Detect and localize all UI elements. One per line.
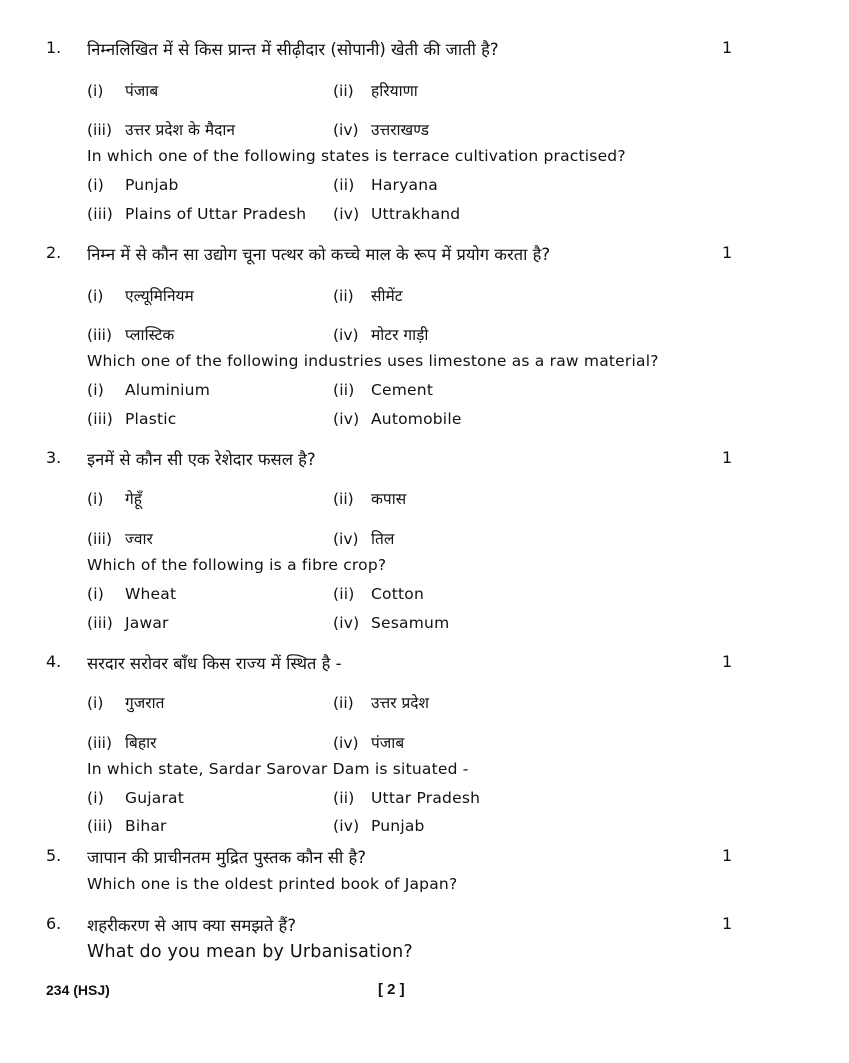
option-english: (ii) Cement — [333, 381, 434, 399]
question-text-english: Which of the following is a fibre crop? — [87, 556, 387, 574]
option-hindi: (i) एल्यूमिनियम — [87, 287, 194, 305]
question-marks: 1 — [722, 38, 733, 57]
option-english: (i) Punjab — [87, 176, 179, 194]
option-hindi: (iii) बिहार — [87, 734, 157, 752]
question-text-hindi: जापान की प्राचीनतम मुद्रित पुस्तक कौन सी है? — [87, 848, 367, 867]
option-hindi: (i) पंजाब — [87, 82, 159, 100]
question-number: 5. — [46, 846, 62, 865]
question-number: 4. — [46, 652, 62, 671]
option-hindi: (iii) उत्तर प्रदेश के मैदान — [87, 121, 235, 139]
option-hindi: (ii) कपास — [333, 490, 407, 508]
question-text-hindi: सरदार सरोवर बाँध किस राज्य में स्थित है - — [87, 654, 342, 673]
option-hindi: (iv) पंजाब — [333, 734, 405, 752]
option-english: (ii) Uttar Pradesh — [333, 789, 481, 807]
question-text-english: What do you mean by Urbanisation? — [87, 942, 413, 962]
option-english: (iii) Plastic — [87, 410, 177, 428]
question-marks: 1 — [722, 846, 733, 865]
option-hindi: (i) गुजरात — [87, 694, 165, 712]
question-text-hindi: निम्नलिखित में से किस प्रान्त में सीढ़ीदार (सोपानी) खेती की जाती है? — [87, 40, 499, 59]
question-marks: 1 — [722, 914, 733, 933]
question-text-hindi: निम्न में से कौन सा उद्योग चूना पत्थर को कच्चे माल के रूप में प्रयोग करता है? — [87, 245, 551, 264]
question-text-hindi: शहरीकरण से आप क्या समझते हैं? — [87, 916, 297, 935]
page-number: [ 2 ] — [378, 981, 405, 998]
option-hindi: (ii) सीमेंट — [333, 287, 403, 305]
question-marks: 1 — [722, 652, 733, 671]
option-hindi: (i) गेहूँ — [87, 490, 142, 508]
option-english: (iii) Jawar — [87, 614, 169, 632]
option-hindi: (ii) उत्तर प्रदेश — [333, 694, 430, 712]
option-english: (iv) Sesamum — [333, 614, 450, 632]
option-english: (i) Gujarat — [87, 789, 184, 807]
question-number: 1. — [46, 38, 62, 57]
question-marks: 1 — [722, 448, 733, 467]
question-number: 6. — [46, 914, 62, 933]
option-hindi: (iii) प्लास्टिक — [87, 326, 175, 344]
option-english: (ii) Cotton — [333, 585, 424, 603]
question-text-hindi: इनमें से कौन सी एक रेशेदार फसल है? — [87, 450, 316, 469]
option-hindi: (iv) उत्तराखण्ड — [333, 121, 429, 139]
option-hindi: (ii) हरियाणा — [333, 82, 418, 100]
option-hindi: (iv) मोटर गाड़ी — [333, 326, 429, 344]
question-number: 2. — [46, 243, 62, 262]
question-text-english: Which one of the following industries uses limestone as a raw material? — [87, 352, 659, 370]
option-hindi: (iv) तिल — [333, 530, 395, 548]
question-text-english: In which one of the following states is terrace cultivation practised? — [87, 147, 626, 165]
paper-code: 234 (HSJ) — [46, 982, 110, 998]
option-english: (i) Wheat — [87, 585, 177, 603]
option-english: (iv) Automobile — [333, 410, 462, 428]
option-english: (i) Aluminium — [87, 381, 210, 399]
option-english: (iv) Punjab — [333, 817, 425, 835]
option-english: (iii) Bihar — [87, 817, 167, 835]
question-text-english: Which one is the oldest printed book of Japan? — [87, 875, 458, 893]
question-number: 3. — [46, 448, 62, 467]
question-text-english: In which state, Sardar Sarovar Dam is situated - — [87, 760, 469, 778]
option-english: (ii) Haryana — [333, 176, 438, 194]
option-english: (iii) Plains of Uttar Pradesh — [87, 205, 307, 223]
option-hindi: (iii) ज्वार — [87, 530, 153, 548]
question-marks: 1 — [722, 243, 733, 262]
option-english: (iv) Uttrakhand — [333, 205, 461, 223]
